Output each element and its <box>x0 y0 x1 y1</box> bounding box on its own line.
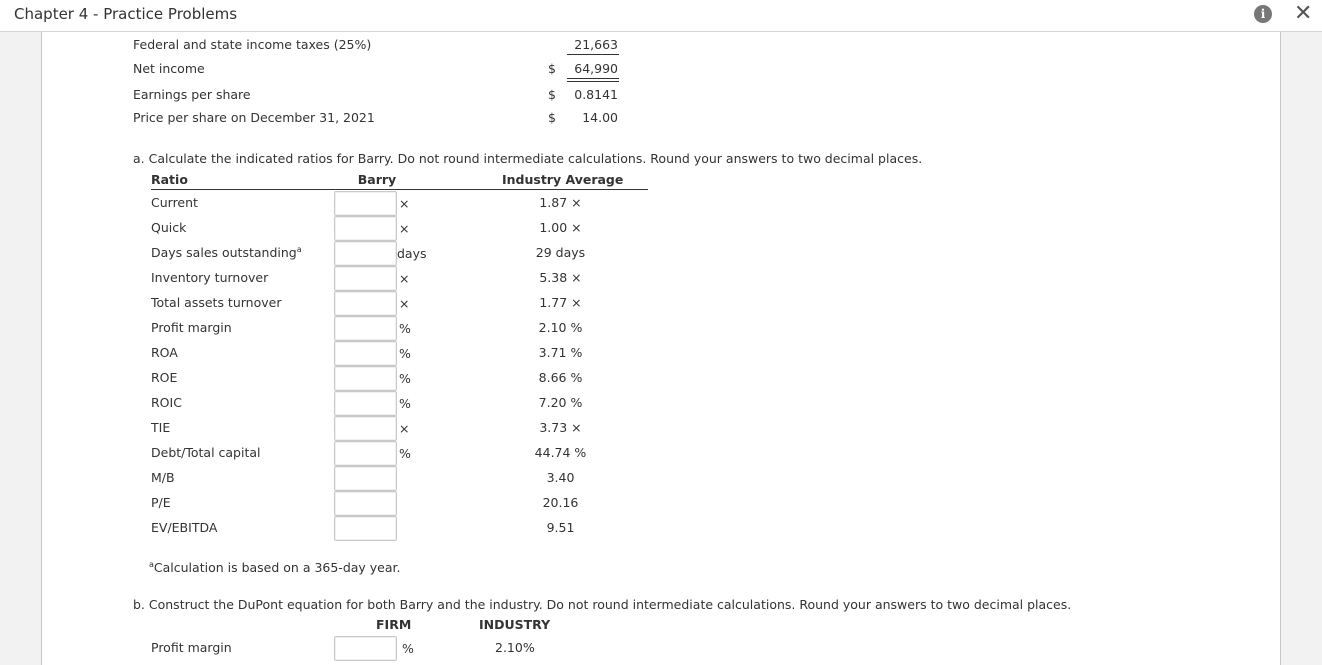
income-label: Net income <box>133 61 205 76</box>
income-label: Federal and state income taxes (25%) <box>133 37 372 52</box>
total-rule <box>567 81 619 82</box>
unit-label: % <box>399 446 411 461</box>
ratio-label-text: EV/EBITDA <box>151 520 218 535</box>
barry-header: Barry <box>357 172 397 187</box>
ratio-label <box>151 295 281 310</box>
ratio-label-text: Inventory turnover <box>151 270 269 285</box>
ratio-label <box>151 520 217 535</box>
ratio-label-text: TIE <box>151 420 171 435</box>
ratio-label <box>151 470 175 485</box>
industry-average-value: 9.51 <box>546 520 575 535</box>
unit-label: × <box>399 271 410 286</box>
currency-symbol: $ <box>548 61 556 76</box>
barry-ratio-input[interactable] <box>334 316 397 341</box>
unit-label: × <box>399 421 410 436</box>
industry-average-value: 8.66 % <box>538 370 583 385</box>
part-b-instruction: b. Construct the DuPont equation for both Barry and the industry. Do not round intermediate calculations. Round your answers to two decimal places. <box>133 597 1072 612</box>
industry-average-value: 1.87 × <box>539 195 582 210</box>
ratio-label <box>151 495 171 510</box>
ratio-label <box>151 395 182 410</box>
footnote-mark: a <box>149 560 154 569</box>
unit-label: × <box>399 221 410 236</box>
income-value: 64,990 <box>574 61 618 76</box>
page-title: Chapter 4 - Practice Problems <box>14 5 238 23</box>
industry-average-value: 3.40 <box>546 470 575 485</box>
ratio-label-text: Days sales outstanding <box>151 245 297 261</box>
currency-symbol: $ <box>548 110 556 125</box>
ratio-label-text: Quick <box>151 220 187 235</box>
barry-ratio-input[interactable] <box>334 466 397 491</box>
industry-average-value: 29 days <box>535 245 586 260</box>
barry-ratio-input[interactable] <box>334 516 397 541</box>
currency-symbol: $ <box>548 87 556 102</box>
footnote-mark: a <box>296 245 302 254</box>
ratio-label <box>151 220 186 235</box>
unit-label: % <box>402 641 414 656</box>
unit-label: % <box>399 346 411 361</box>
income-label: Price per share on December 31, 2021 <box>133 110 375 125</box>
dupont-industry-value: 2.10% <box>495 640 535 655</box>
industry-average-value: 1.77 × <box>539 295 582 310</box>
industry-header: Industry Average <box>502 172 624 187</box>
barry-ratio-input[interactable] <box>334 291 397 316</box>
ratio-label <box>151 270 268 285</box>
industry-average-value: 20.16 <box>542 495 579 510</box>
industry-average-value: 44.74 % <box>534 445 587 460</box>
industry-average-value: 1.00 × <box>539 220 582 235</box>
ratio-label <box>151 445 261 460</box>
ratio-label <box>151 195 198 210</box>
income-value: 21,663 <box>574 37 618 52</box>
barry-ratio-input[interactable] <box>334 191 397 216</box>
barry-ratio-input[interactable] <box>334 441 397 466</box>
barry-ratio-input[interactable] <box>334 491 397 516</box>
unit-label: × <box>399 196 410 211</box>
industry-average-value: 3.73 × <box>539 420 582 435</box>
ratio-label-text: ROE <box>151 370 178 385</box>
unit-label: % <box>399 371 411 386</box>
ratio-label <box>151 320 232 335</box>
income-label: Earnings per share <box>133 87 251 102</box>
ratio-label-text: Current <box>151 195 198 210</box>
ratio-label-text: Debt/Total capital <box>151 445 261 460</box>
footnote <box>149 560 401 575</box>
ratio-label-text: ROA <box>151 345 178 360</box>
industry-header-b: INDUSTRY <box>479 617 551 632</box>
industry-average-value: 7.20 % <box>538 395 583 410</box>
unit-label: % <box>399 396 411 411</box>
subtotal-rule <box>567 54 619 55</box>
ratio-label-text: Total assets turnover <box>151 295 282 310</box>
unit-label: days <box>397 246 427 261</box>
dupont-firm-profit-margin-input[interactable] <box>334 636 397 661</box>
ratio-label-text: Profit margin <box>151 320 232 335</box>
part-a-instruction: a. Calculate the indicated ratios for Barry. Do not round intermediate calculations. Round your answers to two decimal places. <box>133 151 923 166</box>
barry-ratio-input[interactable] <box>334 391 397 416</box>
info-icon[interactable]: i <box>1254 5 1272 23</box>
industry-average-value: 3.71 % <box>538 345 583 360</box>
ratio-label <box>151 245 302 260</box>
industry-average-value: 5.38 × <box>539 270 582 285</box>
ratio-header: Ratio <box>151 172 188 187</box>
barry-ratio-input[interactable] <box>334 216 397 241</box>
firm-header: FIRM <box>376 617 412 632</box>
ratio-label-text: P/E <box>151 495 171 510</box>
barry-ratio-input[interactable] <box>334 366 397 391</box>
income-value: 14.00 <box>582 110 618 125</box>
barry-ratio-input[interactable] <box>334 266 397 291</box>
industry-average-value: 2.10 % <box>538 320 583 335</box>
title-bar <box>0 0 1322 32</box>
problem-content <box>41 32 1281 665</box>
ratio-label-text: ROIC <box>151 395 182 410</box>
income-value: 0.8141 <box>574 87 618 102</box>
barry-ratio-input[interactable] <box>334 341 397 366</box>
ratio-label <box>151 345 178 360</box>
ratio-label-text: M/B <box>151 470 175 485</box>
unit-label: × <box>399 296 410 311</box>
footnote-text: Calculation is based on a 365-day year. <box>153 560 401 576</box>
ratio-label <box>151 370 177 385</box>
barry-ratio-input[interactable] <box>334 241 397 266</box>
header-rule <box>151 189 648 190</box>
close-icon[interactable]: ✕ <box>1294 1 1313 26</box>
dupont-label: Profit margin <box>151 640 232 655</box>
unit-label: % <box>399 321 411 336</box>
ratio-label <box>151 420 170 435</box>
barry-ratio-input[interactable] <box>334 416 397 441</box>
total-rule <box>567 78 619 79</box>
